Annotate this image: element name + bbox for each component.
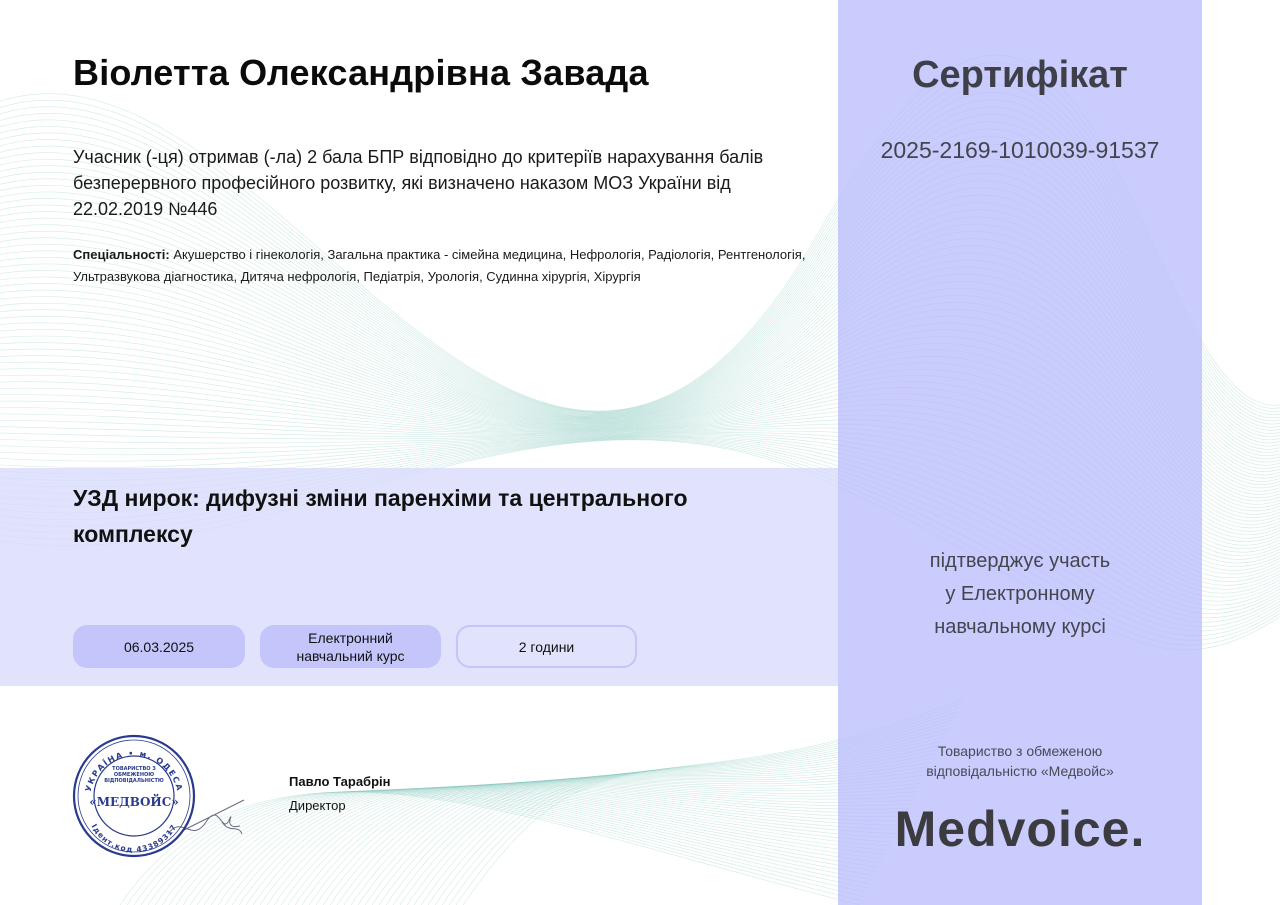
course-hours: 2 години [518,638,575,655]
specialties-list: Акушерство і гінекологія, Загальна практика - сімейна медицина, Нефрологія, Радіологія, Рентгенологія, Ультразвукова діагностика, Дитяча нефрологія, Педіатрія, Урологія, Судинна хірургія, Хірургія [73,247,806,284]
confirm-line: підтверджує участь [929,550,1111,572]
participation-confirmation [838,545,1202,644]
specialties [73,244,813,288]
confirm-line: у Електронному [945,583,1095,605]
course-date: 06.03.2025 [123,638,195,655]
specialties-label: Спеціальності: [73,247,170,262]
course-title: УЗД нирок: дифузні зміни паренхіми та центрального комплексу [73,485,688,547]
seal-inner-text: ТОВАРИСТВО З ОБМЕЖЕНОЮ ВІДПОВІДАЛЬНІСТЮ [104,766,164,784]
signer-role: Директор [289,798,346,813]
recipient-name: Віолетта Олександрівна Завада [73,52,649,93]
confirm-line: навчальному курсі [934,616,1106,638]
seal-company-name: «МЕДВОЙС» [89,795,179,809]
seal-arc-top: УКРАЇНА • м. ОДЕСА [83,748,185,793]
wave-line [288,783,910,905]
signer-name: Павло Тарабрін [289,774,391,789]
seal-arc-bottom: Ідент.код 43389317 [89,822,179,855]
course-hours-badge [456,625,637,668]
issuer-company [838,741,1202,781]
course-type: Електронний навчальний курс [296,629,405,664]
company-line: Товариство з обмеженою [937,743,1103,759]
course-type-badge [260,625,441,668]
certificate-title: Сертифікат [912,54,1128,96]
company-seal-stamp [72,734,252,864]
svg-text:Ідент.код 43389317 [90,822,179,854]
company-line: відповідальністю «Медвойс» [926,763,1114,779]
medvoice-logo: Medvoice. [894,801,1146,857]
certificate-number: 2025-2169-1010039-91537 [880,137,1160,163]
course-date-badge [73,625,245,668]
bpr-statement: Учасник (-ця) отримав (-ла) 2 бала БПР відповідно до критеріїв нарахування балів безперервного професійного розвитку, які визначено наказом МОЗ України від 22.02.2019 №446 [73,147,764,219]
